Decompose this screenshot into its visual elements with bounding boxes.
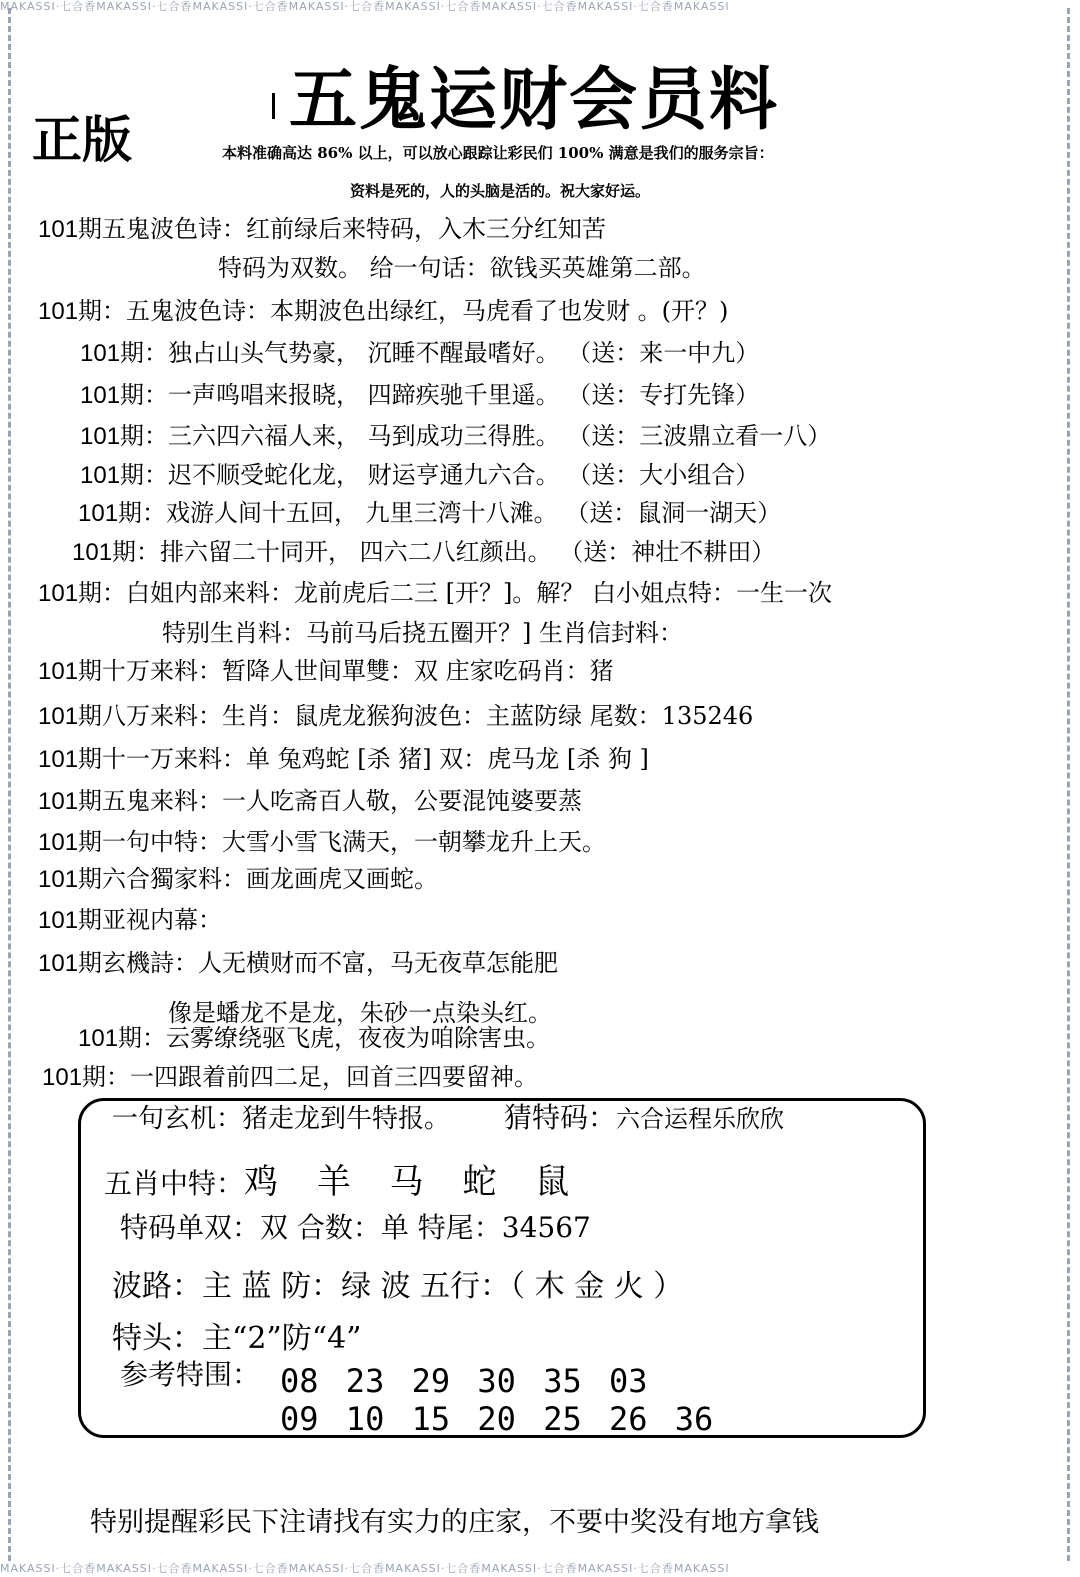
list-item: 101期亚视内幕： xyxy=(38,906,223,934)
list-item: 101期五鬼波色诗：红前绿后来特码，入木三分红知苦 xyxy=(38,215,607,243)
reference-numbers-row1: 08 23 29 30 35 03 xyxy=(280,1362,648,1400)
list-item: 101期：一声鸣唱来报晓， 四蹄疾驰千里遥。 （送：专打先锋） xyxy=(80,381,760,409)
watermark-strip-top: MAKASSI·七合香MAKASSI·七合香MAKASSI·七合香MAKASSI·七合香MAKASSI·七合香MAKASSI·七合香MAKASSI·七合香MAKASSI xyxy=(0,0,730,13)
subtitle-accuracy: 本料准确高达 86% 以上，可以放心跟踪让彩民们 100% 满意是我们的服务宗旨： xyxy=(222,144,774,162)
guess-code: 猜特码：六合运程乐欣欣 xyxy=(504,1101,785,1134)
watermark-strip-bottom: MAKASSI·七合香MAKASSI·七合香MAKASSI·七合香MAKASSI·七合香MAKASSI·七合香MAKASSI·七合香MAKASSI·七合香MAKASSI xyxy=(0,1562,730,1575)
list-item: 101期：云雾缭绕驱飞虎，夜夜为咱除害虫。 xyxy=(78,1024,551,1052)
list-item: 101期一句中特：大雪小雪飞满天，一朝攀龙升上天。 xyxy=(38,828,607,856)
five-zodiac-line: 五肖中特：鸡 羊 马 蛇 鼠 xyxy=(104,1162,584,1202)
list-item: 101期：迟不顺受蛇化龙， 财运亨通九六合。 （送：大小组合） xyxy=(80,461,760,489)
list-item: 101期：五鬼波色诗：本期波色出绿红，马虎看了也发财 。(开？) xyxy=(38,297,729,325)
odd-even-line: 特码单双：双 合数：单 特尾：34567 xyxy=(120,1211,591,1244)
edition-label: 正版 xyxy=(32,110,132,169)
list-item: 101期：三六四六福人来， 马到成功三得胜。 （送：三波鼎立看一八） xyxy=(80,422,832,450)
list-item: 特码为双数。 给一句话：欲钱买英雄第二部。 xyxy=(218,254,706,282)
list-item: 101期：戏游人间十五回， 九里三湾十八滩。 （送：鼠洞一湖天） xyxy=(78,499,782,527)
reference-label: 参考特围： xyxy=(120,1358,261,1391)
list-item: 101期：排六留二十同开， 四六二八红颜出。 （送：神壮不耕田） xyxy=(72,538,776,566)
wave-line: 波路：主 蓝 防：绿 波 五行：（ 木 金 火 ） xyxy=(112,1269,684,1304)
page-title xyxy=(272,46,779,143)
subtitle-wish: 资料是死的，人的头脑是活的。祝大家好运。 xyxy=(350,182,651,200)
list-item: 101期玄機詩：人无横财而不富，马无夜草怎能肥 xyxy=(38,949,559,977)
footer-notice: 特别提醒彩民下注请找有实力的庄家，不要中奖没有地方拿钱 xyxy=(90,1507,819,1538)
list-item: 101期十一万来料：单 兔鸡蛇 [杀 猪] 双：虎马龙 [杀 狗 ] xyxy=(38,745,649,773)
list-item: 101期：独占山头气势豪， 沉睡不醒最嗜好。 （送：来一中九） xyxy=(80,339,760,367)
list-item: 101期十万来料：暂降人世间單雙：双 庄家吃码肖：猪 xyxy=(38,657,614,685)
list-item: 像是蟠龙不是龙，朱砂一点染头红。 xyxy=(168,999,552,1027)
list-item: 101期：白姐内部来料：龙前虎后二三 [开？]。解？ 白小姐点特：一生一次 xyxy=(38,579,833,607)
head-line: 特头：主“2”防“4” xyxy=(112,1321,362,1356)
reference-numbers-row2: 09 10 15 20 25 26 36 xyxy=(280,1400,714,1438)
page-title-text: 五鬼运财会员料 xyxy=(289,60,780,140)
list-item: 101期：一四跟着前四二足，回首三四要留神。 xyxy=(42,1063,539,1091)
list-item: 101期五鬼来料：一人吃斋百人敬，公要混饨婆要蒸 xyxy=(38,787,583,815)
list-item: 101期六合獨家料：画龙画虎又画蛇。 xyxy=(38,865,439,893)
title-bar-mark xyxy=(272,93,275,119)
list-item: 特别生肖料：马前马后挠五圈开？] 生肖信封料： xyxy=(162,619,683,647)
list-item: 101期八万来料：生肖：鼠虎龙猴狗波色：主蓝防绿 尾数：135246 xyxy=(38,702,754,730)
riddle-line: 一句玄机：猪走龙到牛特报。 xyxy=(112,1104,451,1134)
